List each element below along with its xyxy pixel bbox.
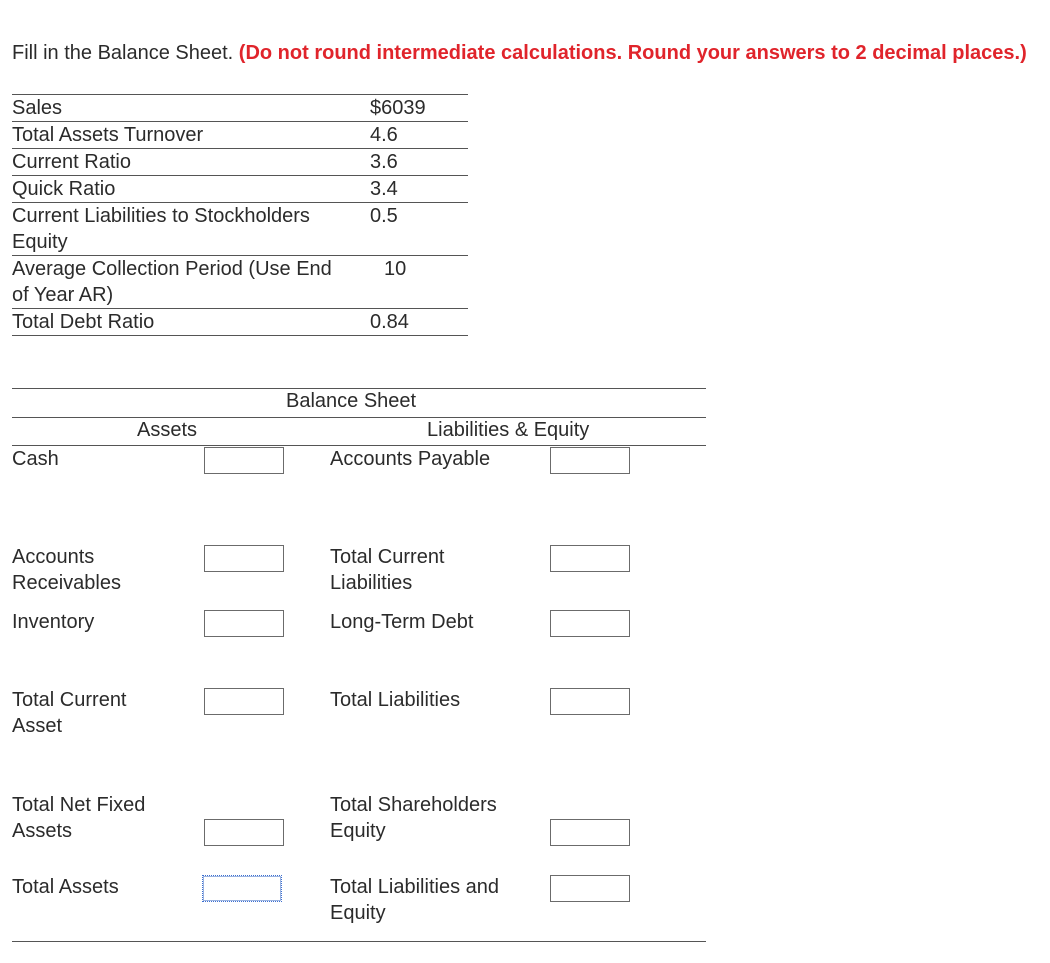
balance-sheet-title: Balance Sheet (286, 390, 417, 412)
given-value: $6039 (358, 95, 468, 122)
given-value: 0.84 (358, 309, 468, 336)
given-label: Current Liabilities to Stockholders Equity (12, 203, 358, 256)
given-data-table (12, 94, 468, 336)
total-current-liabilities-label: Total Current Liabilities (330, 546, 445, 594)
accounts-receivables-input[interactable] (204, 545, 284, 572)
given-value: 10 (358, 256, 468, 309)
given-value: 0.5 (358, 203, 468, 256)
assets-header: Assets (137, 419, 198, 441)
inventory-label: Inventory (12, 611, 95, 633)
accounts-payable-label: Accounts Payable (330, 448, 491, 470)
total-liabilities-label: Total Liabilities (330, 689, 461, 711)
given-label: Total Debt Ratio (12, 309, 358, 336)
total-assets-input[interactable] (202, 875, 282, 902)
total-liabilities-and-equity-label: Total Liabilities and Equity (330, 876, 499, 924)
total-current-asset-label: Total Current Asset (12, 689, 127, 737)
table-row (12, 149, 468, 176)
total-liabilities-input[interactable] (550, 688, 630, 715)
cash-label: Cash (12, 448, 59, 470)
table-row (12, 176, 468, 203)
table-row (12, 95, 468, 122)
total-net-fixed-assets-input[interactable] (204, 819, 284, 846)
table-row (12, 203, 468, 256)
total-assets-label: Total Assets (12, 876, 119, 898)
given-value: 3.6 (358, 149, 468, 176)
divider (12, 941, 706, 942)
given-label: Total Assets Turnover (12, 122, 358, 149)
accounts-receivables-label: Accounts Receivables (12, 546, 121, 594)
table-row (12, 122, 468, 149)
given-value: 3.4 (358, 176, 468, 203)
instruction-emphasis: (Do not round intermediate calculations. Round your answers to 2 decimal places.) (238, 42, 1027, 64)
instruction-plain: Fill in the Balance Sheet. (12, 42, 239, 64)
table-row (12, 309, 468, 336)
given-label: Quick Ratio (12, 176, 358, 203)
divider (12, 417, 706, 418)
total-liabilities-and-equity-input[interactable] (550, 875, 630, 902)
accounts-payable-input[interactable] (550, 447, 630, 474)
table-row (12, 256, 468, 309)
total-current-asset-input[interactable] (204, 688, 284, 715)
given-label: Average Collection Period (Use End of Year AR) (12, 256, 358, 309)
long-term-debt-input[interactable] (550, 610, 630, 637)
inventory-input[interactable] (204, 610, 284, 637)
cash-input[interactable] (204, 447, 284, 474)
total-shareholders-equity-input[interactable] (550, 819, 630, 846)
given-label: Current Ratio (12, 149, 358, 176)
instruction-text (12, 40, 1047, 66)
total-shareholders-equity-label: Total Shareholders Equity (330, 794, 497, 842)
liabilities-equity-header: Liabilities & Equity (427, 419, 590, 441)
long-term-debt-label: Long-Term Debt (330, 611, 474, 633)
given-value: 4.6 (358, 122, 468, 149)
total-current-liabilities-input[interactable] (550, 545, 630, 572)
given-label: Sales (12, 95, 358, 122)
total-net-fixed-assets-label: Total Net Fixed Assets (12, 794, 146, 842)
